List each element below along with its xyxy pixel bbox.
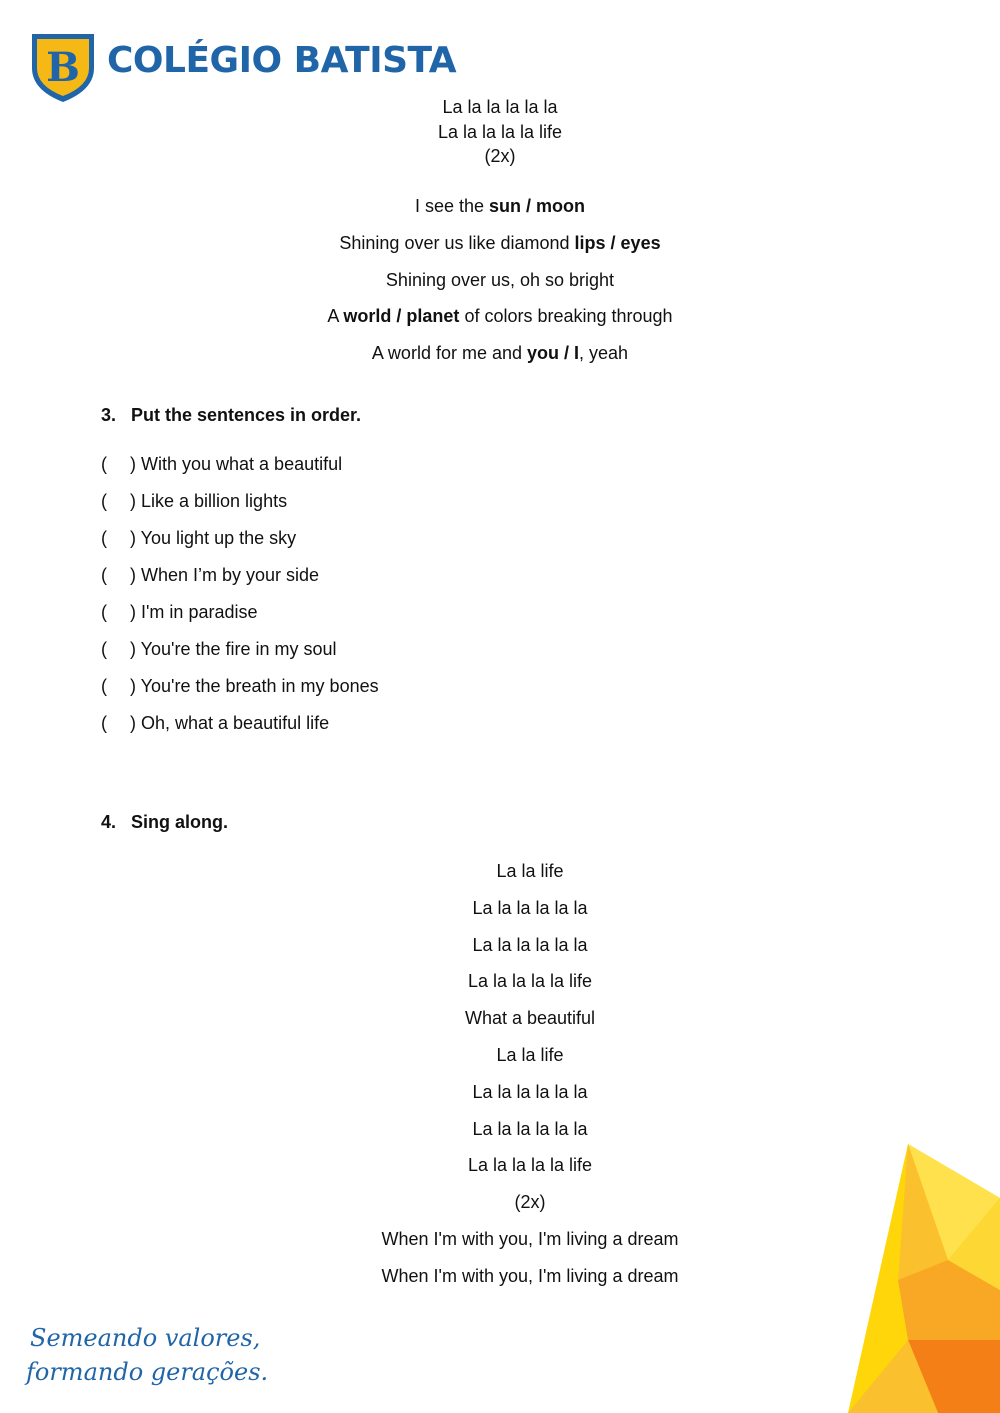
lyric-line: La la la la la life xyxy=(467,1155,593,1175)
order-item xyxy=(101,526,296,550)
slogan-line-1: Semeando valores, xyxy=(30,1324,261,1352)
order-sentence: ) You're the fire in my soul xyxy=(130,639,337,659)
word-choice: world / planet xyxy=(343,306,460,326)
word-choice: lips / eyes xyxy=(574,233,661,253)
order-sentence: ) When I’m by your side xyxy=(130,565,320,585)
order-item xyxy=(101,600,258,624)
lyric-line: (2x) xyxy=(514,1192,546,1212)
verse-text: A xyxy=(327,306,344,326)
lyric-line: When I'm with you, I'm living a dream xyxy=(381,1266,679,1286)
verse-line xyxy=(0,304,1000,328)
order-sentence: ) Oh, what a beautiful life xyxy=(130,713,330,733)
word-choice: sun / moon xyxy=(489,196,586,216)
order-sentence: ) With you what a beautiful xyxy=(130,454,343,474)
order-sentence: ) I'm in paradise xyxy=(130,602,258,622)
order-item xyxy=(101,711,329,735)
order-blank[interactable]: ( xyxy=(101,565,107,585)
order-sentence: ) You light up the sky xyxy=(130,528,297,548)
lyric-line: La la life xyxy=(496,1045,564,1065)
chorus-line: La la la la la life xyxy=(437,122,563,142)
verse-text: I see the xyxy=(414,196,490,216)
order-sentence: ) Like a billion lights xyxy=(130,491,288,511)
verse-line xyxy=(0,268,1000,292)
section-title: Put the sentences in order. xyxy=(131,405,362,425)
order-sentence: ) You're the breath in my bones xyxy=(130,676,379,696)
verse-line xyxy=(0,231,1000,255)
section-3-heading xyxy=(101,403,361,427)
verse-line xyxy=(0,194,1000,218)
lyric-line: La la la la la la xyxy=(472,935,588,955)
order-item xyxy=(101,674,379,698)
verse-text: Shining over us like diamond xyxy=(339,233,575,253)
verse-text: A world for me and xyxy=(371,343,527,363)
order-blank[interactable]: ( xyxy=(101,713,107,733)
chorus-repeat: (2x) xyxy=(484,146,516,166)
verse-text: of colors breaking through xyxy=(459,306,673,326)
order-item xyxy=(101,489,287,513)
slogan xyxy=(24,1318,269,1408)
lyric-line: La la la la la la xyxy=(472,1082,588,1102)
verse-text: , yeah xyxy=(579,343,629,363)
section-number: 3. xyxy=(101,405,117,425)
verse-line xyxy=(0,341,1000,365)
order-blank[interactable]: ( xyxy=(101,639,107,659)
decorative-shapes xyxy=(848,1140,1000,1413)
order-blank[interactable]: ( xyxy=(101,676,107,696)
section-title: Sing along. xyxy=(131,812,228,832)
lyric-line: La la la la la la xyxy=(472,898,588,918)
slogan-line-2: formando gerações. xyxy=(26,1358,269,1386)
order-item xyxy=(101,452,342,476)
order-blank[interactable]: ( xyxy=(101,602,107,622)
order-blank[interactable]: ( xyxy=(101,491,107,511)
order-item xyxy=(101,563,319,587)
lyric-line: When I'm with you, I'm living a dream xyxy=(381,1229,679,1249)
lyric-line: La la la la la life xyxy=(467,971,593,991)
lyric-line: La la la la la la xyxy=(472,1119,588,1139)
lyric-line: What a beautiful xyxy=(464,1008,596,1028)
logo-letter: B xyxy=(46,44,80,91)
section-4-heading xyxy=(101,810,228,834)
verse-text: Shining over us, oh so bright xyxy=(385,270,615,290)
chorus-line: La la la la la la xyxy=(442,97,558,117)
order-blank[interactable]: ( xyxy=(101,454,107,474)
word-choice: you / I xyxy=(527,343,580,363)
order-blank[interactable]: ( xyxy=(101,528,107,548)
lyric-line: La la life xyxy=(496,861,564,881)
section-number: 4. xyxy=(101,812,117,832)
school-name: COLÉGIO BATISTA xyxy=(107,40,457,81)
order-item xyxy=(101,637,337,661)
